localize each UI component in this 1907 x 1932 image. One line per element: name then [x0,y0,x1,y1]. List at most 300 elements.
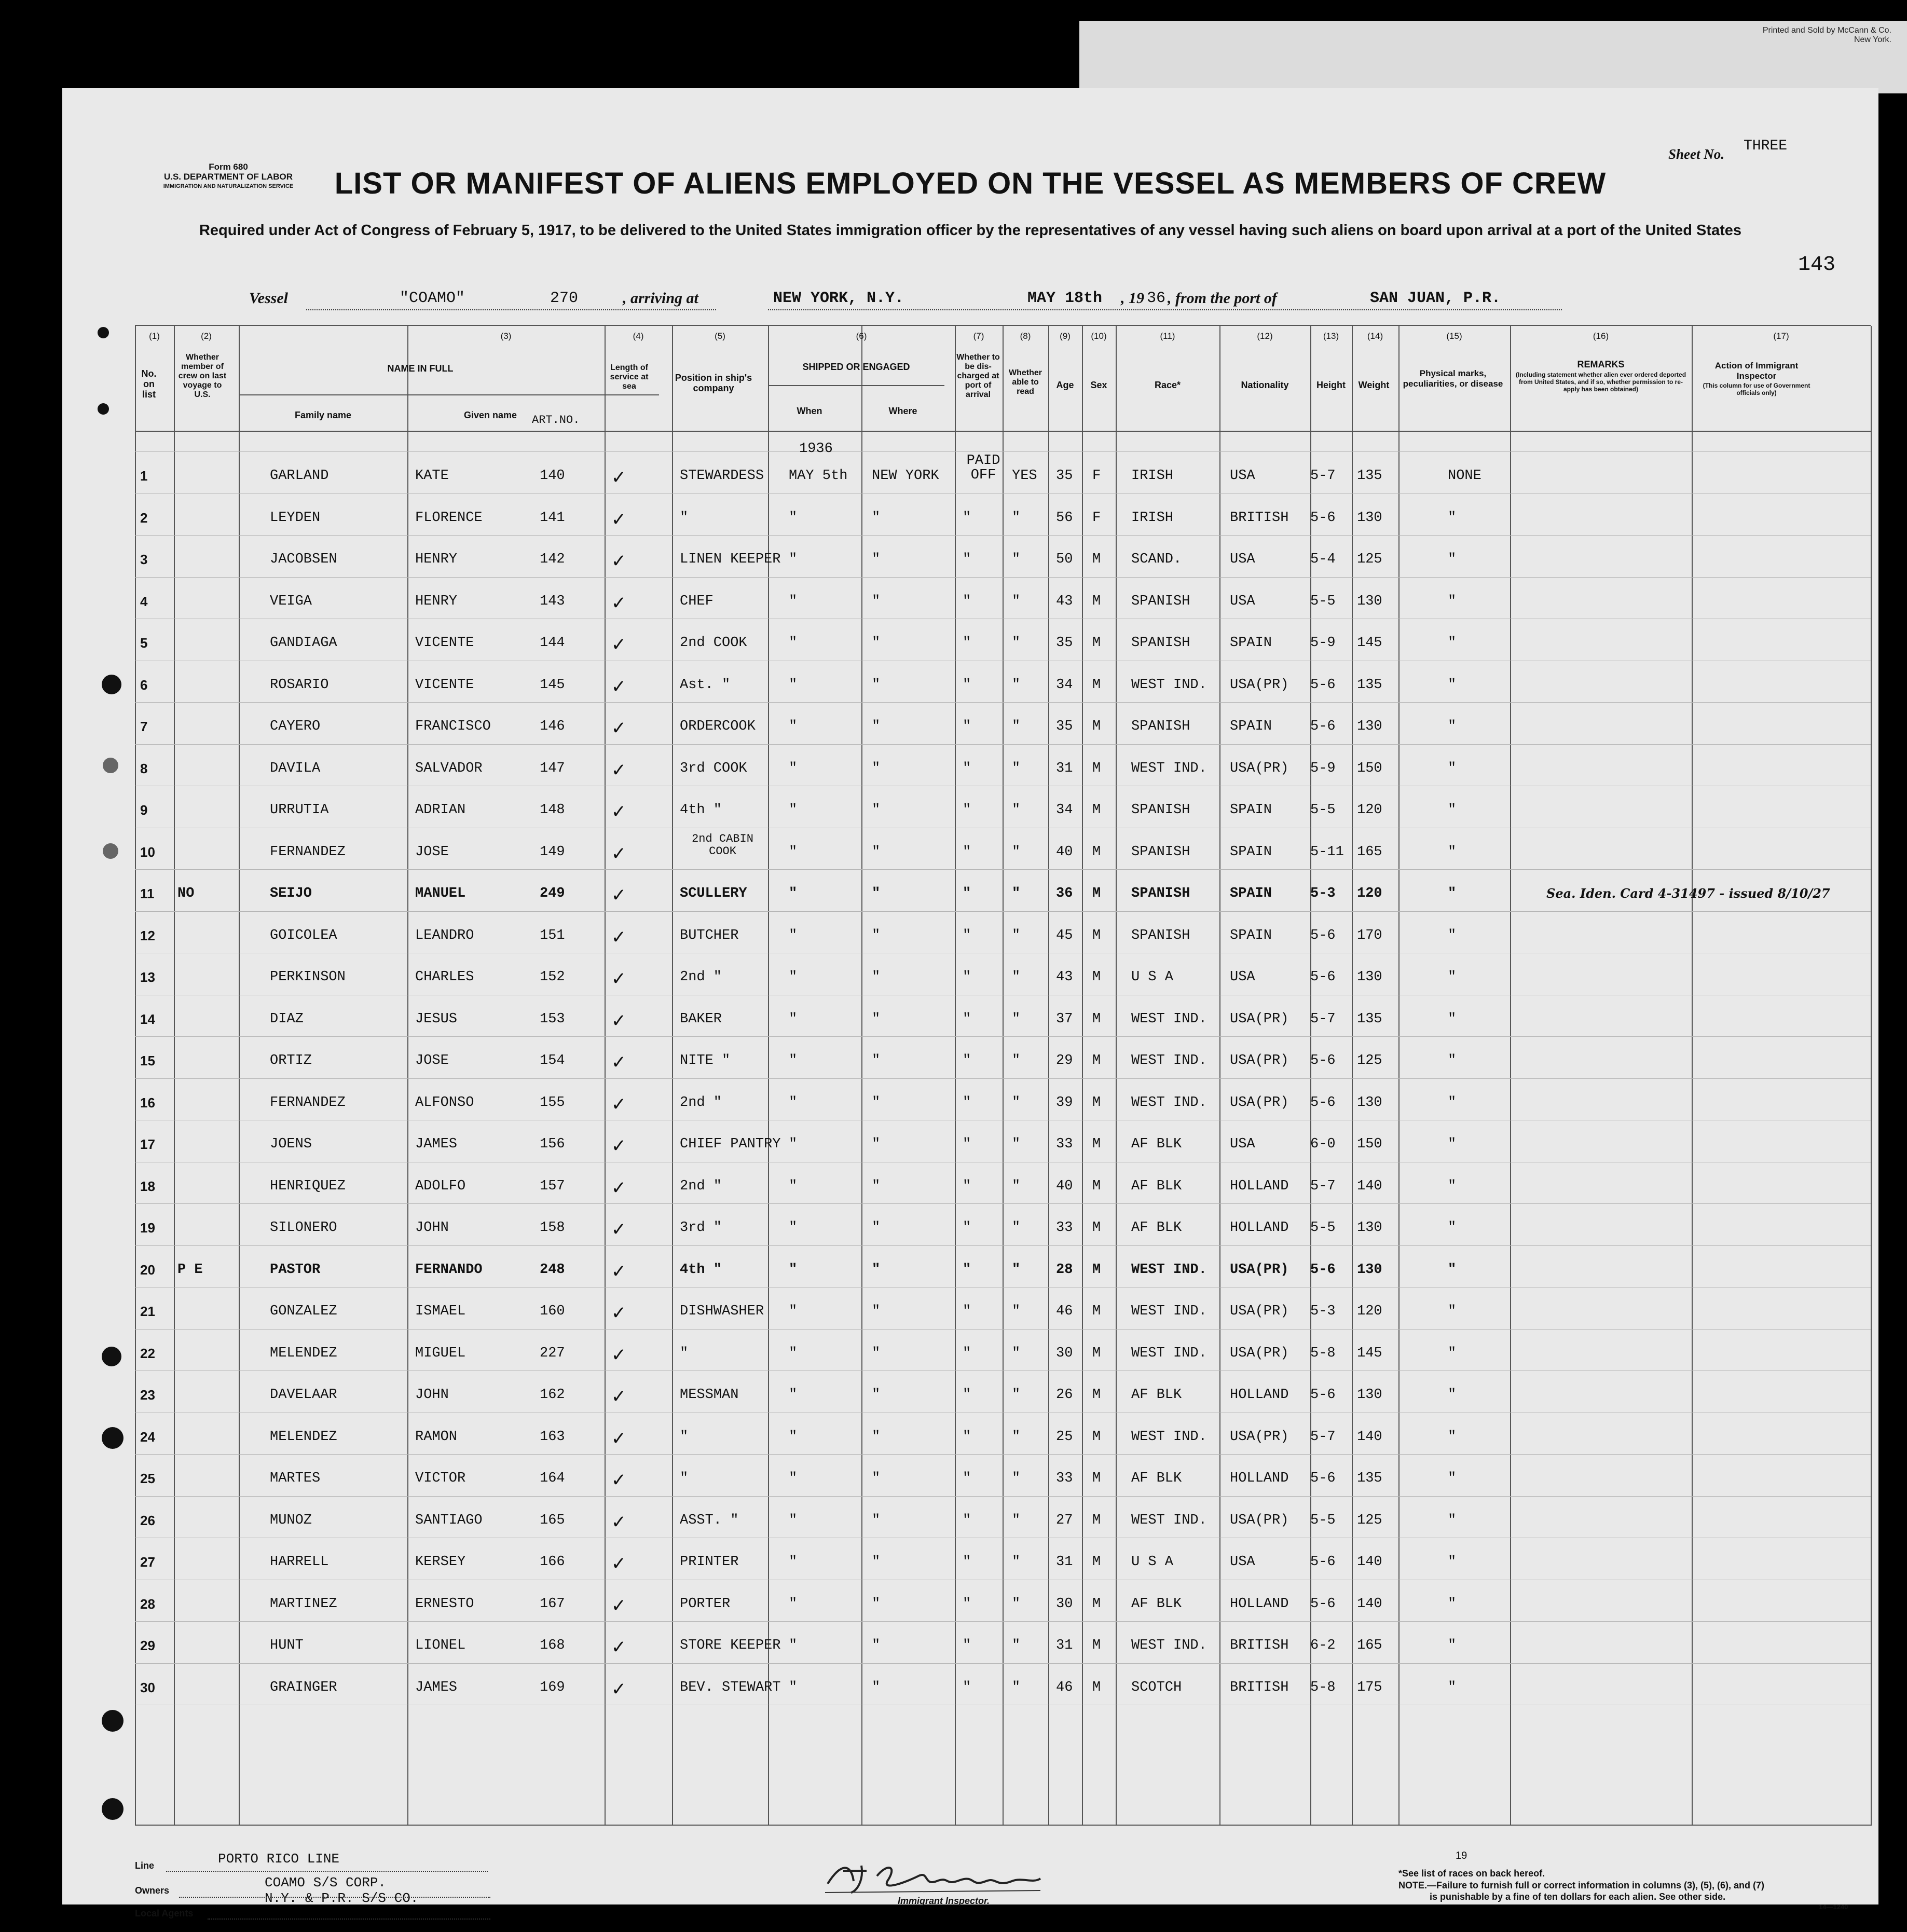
header-weight: Weight [1358,380,1390,390]
nationality: BRITISH [1230,510,1289,526]
family-name: PASTOR [270,1262,321,1278]
discharged: " [963,969,971,985]
check-mark-icon: ✓ [612,843,625,867]
physical-marks: " [1448,1094,1457,1111]
column-number: (1) [149,331,160,341]
able-read: " [1012,1262,1021,1278]
discharged: " [963,1094,971,1111]
engaged-when: " [789,1053,798,1068]
engaged-where: " [872,1471,881,1486]
race: WEST IND. [1131,677,1207,693]
height: 5-7 [1310,1178,1336,1194]
age: 31 [1056,760,1073,776]
vessel-label: Vessel [249,290,288,307]
vessel-name: "COAMO" [400,290,465,307]
discharged: " [963,1638,971,1653]
physical-marks: " [1448,1387,1457,1403]
punch-hole [102,1710,124,1732]
engaged-where: " [872,1304,881,1319]
physical-marks: " [1448,1262,1457,1278]
able-read: " [1012,1053,1021,1068]
check-mark-icon: ✓ [612,1595,625,1619]
engaged-where: " [872,844,881,860]
row-number: 12 [140,927,155,943]
nationality: SPAIN [1230,802,1272,818]
able-read: " [1012,593,1021,609]
height: 5-5 [1310,1220,1336,1236]
art-number: 154 [540,1053,565,1068]
row-number: 6 [140,677,148,693]
sex: M [1092,1304,1101,1319]
position: " [680,1471,689,1486]
column-rule [955,326,956,1826]
check-mark-icon: ✓ [612,1303,625,1326]
sex: M [1092,802,1101,818]
check-mark-icon: ✓ [612,551,625,574]
race: WEST IND. [1131,760,1207,776]
manifest-footer [135,1824,1873,1919]
engaged-where: " [872,760,881,776]
check-mark-icon: ✓ [612,885,625,908]
given-name: JOHN [415,1387,449,1403]
line-value: PORTO RICO LINE [218,1851,340,1867]
punch-hole [103,843,118,859]
punch-hole [102,1798,124,1820]
check-mark-icon: ✓ [612,926,625,950]
nationality: SPAIN [1230,886,1272,901]
engaged-where: " [872,719,881,734]
weight: 125 [1357,552,1382,567]
physical-marks: " [1448,1220,1457,1236]
height: 5-6 [1310,510,1336,526]
row-number: 30 [140,1679,155,1695]
race: WEST IND. [1131,1512,1207,1528]
engaged-when: " [789,552,798,567]
discharged: " [963,1471,971,1486]
check-mark-icon: ✓ [612,467,625,490]
physical-marks: " [1448,719,1457,734]
engaged-where: " [872,1596,881,1612]
art-number: 146 [540,719,565,734]
owners-value1: COAMO S/S CORP. [265,1875,387,1890]
discharged: " [963,1345,971,1361]
race: WEST IND. [1131,1638,1207,1653]
sheet-number-label: Sheet No. [1668,146,1724,162]
physical-marks: " [1448,969,1457,985]
given-name: LIONEL [415,1638,466,1653]
printer-credit-line2: New York. [1854,35,1891,44]
nationality: USA(PR) [1230,1262,1289,1278]
header-shipped-engaged: SHIPPED OR ENGAGED [802,362,910,372]
owners-value2: N.Y. & P.R. S/S CO. [265,1890,419,1906]
given-name: FRANCISCO [415,719,491,734]
sex: M [1092,1512,1101,1528]
art-number: 167 [540,1596,565,1612]
row-rule [135,869,1871,870]
column-rule [1871,326,1872,1826]
sex: M [1092,593,1101,609]
column-number: (10) [1091,331,1107,341]
engaged-when: " [789,1554,798,1570]
given-name: SALVADOR [415,760,483,776]
height: 5-6 [1310,677,1336,693]
able-read: " [1012,1596,1021,1612]
race: AF BLK [1131,1387,1182,1403]
physical-marks: " [1448,1136,1457,1152]
able-read: " [1012,510,1021,526]
weight: 145 [1357,635,1382,651]
punch-hole [102,1427,124,1449]
race: WEST IND. [1131,1345,1207,1361]
race: SPANISH [1131,844,1190,860]
race: AF BLK [1131,1471,1182,1486]
engaged-where: NEW YORK [872,468,939,484]
height: 5-7 [1310,468,1336,484]
row-number: 9 [140,802,148,818]
given-name: VICTOR [415,1471,466,1486]
sex: M [1092,719,1101,734]
age: 40 [1056,1178,1073,1194]
nationality: HOLLAND [1230,1220,1289,1236]
able-read: " [1012,927,1021,943]
height: 5-6 [1310,1554,1336,1570]
art-number: 164 [540,1471,565,1486]
family-name: GANDIAGA [270,635,337,651]
discharged: " [963,1554,971,1570]
sex: M [1092,1011,1101,1027]
punch-hole [102,675,121,694]
position: 2nd " [680,1178,722,1194]
check-mark-icon: ✓ [612,1678,625,1702]
weight: 130 [1357,593,1382,609]
row-number: 7 [140,719,148,734]
physical-marks: " [1448,886,1457,901]
age: 43 [1056,969,1073,985]
position: 4th " [680,1262,722,1278]
row-number: 19 [140,1220,155,1236]
header-name-in-full: NAME IN FULL [387,363,454,374]
art-number: 152 [540,969,565,985]
art-number: 147 [540,760,565,776]
nationality: USA [1230,468,1255,484]
family-name: ROSARIO [270,677,329,693]
discharged: " [963,1679,971,1695]
discharged: " [963,510,971,526]
physical-marks: " [1448,1345,1457,1361]
age: 31 [1056,1554,1073,1570]
family-name: MUNOZ [270,1512,312,1528]
check-mark-icon: ✓ [612,1219,625,1242]
height: 5-5 [1310,1512,1336,1528]
nationality: USA(PR) [1230,1011,1289,1027]
height: 5-8 [1310,1345,1336,1361]
discharged: " [963,1136,971,1152]
weight: 175 [1357,1679,1382,1695]
header-remarks-sub: (Including statement whether alien ever ordered deported from United States, and if so, whether permission to re-apply has been obtained) [1515,371,1686,393]
from-port-label: , from the port of [1168,290,1277,307]
able-read: " [1012,969,1021,985]
engaged-when: " [789,719,798,734]
nationality: USA(PR) [1230,1094,1289,1111]
age: 46 [1056,1304,1073,1319]
family-name: HARRELL [270,1554,329,1570]
weight: 135 [1357,677,1382,693]
header-nationality: Nationality [1241,380,1289,390]
weight: 150 [1357,760,1382,776]
sex: M [1092,1596,1101,1612]
weight: 130 [1357,1262,1382,1278]
able-read: " [1012,1011,1021,1027]
physical-marks: " [1448,1471,1457,1486]
nationality: USA(PR) [1230,760,1289,776]
printer-credit [1757,26,1891,45]
row-rule [135,702,1871,703]
able-read: " [1012,1387,1021,1403]
discharged: " [963,635,971,651]
art-number: 153 [540,1011,565,1027]
given-name: JAMES [415,1136,458,1152]
given-name: JESUS [415,1011,458,1027]
given-name: KATE [415,468,449,484]
weight: 170 [1357,927,1382,943]
sex: M [1092,1262,1101,1278]
weight: 120 [1357,802,1382,818]
engaged-where: " [872,1220,881,1236]
physical-marks: " [1448,1429,1457,1445]
age: 35 [1056,468,1073,484]
column-rule [861,326,862,1826]
height: 5-6 [1310,1471,1336,1486]
nationality: USA(PR) [1230,1345,1289,1361]
age: 35 [1056,635,1073,651]
sex: M [1092,552,1101,567]
check-mark-icon: ✓ [612,509,625,532]
position: CHEF [680,593,714,609]
row-number: 16 [140,1094,155,1111]
header-action-sub: (This column for use of Government officials only) [1703,382,1810,396]
header-remarks: REMARKS [1577,359,1625,369]
race: AF BLK [1131,1596,1182,1612]
position: 4th " [680,802,722,818]
row-number: 15 [140,1053,155,1068]
age: 35 [1056,719,1073,734]
race: SCOTCH [1131,1679,1182,1695]
art-number: 155 [540,1094,565,1111]
row-number: 3 [140,552,148,567]
discharged: " [963,1429,971,1445]
discharged: " [963,927,971,943]
column-rule [768,326,769,1826]
physical-marks: " [1448,593,1457,609]
engaged-when: " [789,1679,798,1695]
row-rule [135,1454,1871,1455]
check-mark-icon: ✓ [612,1511,625,1535]
row-number: 20 [140,1262,155,1278]
row-number: 23 [140,1387,155,1403]
sex: M [1092,1429,1101,1445]
engaged-when: " [789,927,798,943]
page-subtitle: Required under Act of Congress of February 5, 1917, to be delivered to the United States immigration officer by the representatives of any vessel having such aliens on board upon arrival at a port of the United States [199,222,1742,239]
weight: 130 [1357,969,1382,985]
header-height: Height [1316,380,1346,390]
discharged: " [963,1053,971,1068]
engaged-where: " [872,1011,881,1027]
races-note: *See list of races on back hereof. [1398,1868,1545,1879]
discharged: " [963,844,971,860]
column-rule [1352,326,1353,1826]
header-race: Race* [1154,380,1181,390]
nationality: USA(PR) [1230,1512,1289,1528]
family-name: LEYDEN [270,510,321,526]
nationality: HOLLAND [1230,1178,1289,1194]
row-number: 25 [140,1471,155,1486]
header-given-name: Given name [463,410,517,420]
count-note: 19 [1456,1850,1467,1861]
owners-label: Owners [135,1885,170,1896]
column-number: (9) [1060,331,1071,341]
family-name: PERKINSON [270,969,346,985]
height: 5-6 [1310,927,1336,943]
printer-credit-line1: Printed and Sold by McCann & Co. [1762,26,1891,35]
age: 56 [1056,510,1073,526]
sex: M [1092,1220,1101,1236]
art-number: 168 [540,1638,565,1653]
header-able-read: Whether able to read [1009,368,1042,396]
family-name: FERNANDEZ [270,1094,346,1111]
discharged: " [963,1178,971,1194]
art-number: 144 [540,635,565,651]
row-number: 17 [140,1136,155,1152]
physical-marks: " [1448,1638,1457,1653]
row-number: 21 [140,1304,155,1319]
height: 5-3 [1310,886,1336,901]
engaged-when: " [789,760,798,776]
family-name: JACOBSEN [270,552,337,567]
punch-hole [103,758,118,773]
race: SPANISH [1131,635,1190,651]
art-number: 140 [540,468,565,484]
height: 5-6 [1310,1387,1336,1403]
row-number: 18 [140,1178,155,1194]
penalty-note: NOTE.—Failure to furnish full or correct information in columns (3), (5), (6), and (7) [1398,1880,1765,1890]
given-name: ADRIAN [415,802,466,818]
physical-marks: " [1448,635,1457,651]
engaged-where: " [872,1554,881,1570]
signature-scribble [825,1860,1043,1897]
weight: 120 [1357,1304,1382,1319]
physical-marks: " [1448,1679,1457,1695]
weight: 120 [1357,886,1382,901]
department-name: U.S. DEPARTMENT OF LABOR [163,172,293,182]
art-number: 169 [540,1679,565,1695]
remarks: Sea. Iden. Card 4-31497 - issued 8/10/27 [1546,886,1830,901]
local-agents-label: Local Agents [135,1908,194,1919]
row-rule [135,1621,1871,1622]
discharged: " [963,802,971,818]
arriving-label: , arriving at [623,290,698,307]
age: 33 [1056,1136,1073,1152]
row-number: 28 [140,1596,155,1612]
family-name: MELENDEZ [270,1345,337,1361]
physical-marks: " [1448,1178,1457,1194]
engaged-where: " [872,1053,881,1068]
form-number: Form 680 [209,162,248,172]
given-name: HENRY [415,552,458,567]
check-mark-icon: ✓ [612,1637,625,1660]
age: 29 [1056,1053,1073,1068]
weight: 140 [1357,1596,1382,1612]
height: 5-3 [1310,1304,1336,1319]
family-name: DAVILA [270,760,321,776]
art-number: 249 [540,886,565,901]
header-no-on-list: No. on list [141,368,157,400]
age: 30 [1056,1596,1073,1612]
age: 39 [1056,1094,1073,1111]
engaged-when: " [789,802,798,818]
row-number: 4 [140,593,148,609]
physical-marks: " [1448,1554,1457,1570]
race: SCAND. [1131,552,1182,567]
race: WEST IND. [1131,1304,1207,1319]
engaged-when: " [789,635,798,651]
height: 6-2 [1310,1638,1336,1653]
row-number: 27 [140,1554,155,1570]
discharged: " [963,719,971,734]
column-rule [1398,326,1400,1826]
row-number: 8 [140,760,148,776]
nationality: USA(PR) [1230,677,1289,693]
engaged-when: " [789,1262,798,1278]
able-read: " [1012,1178,1021,1194]
height: 5-6 [1310,969,1336,985]
engaged-where: " [872,635,881,651]
discharged: " [963,677,971,693]
form-code: 14—1240 [1819,1903,1848,1911]
discharged: PAID OFF [966,453,1000,483]
given-name: FERNANDO [415,1262,483,1278]
row-number: 13 [140,969,155,985]
column-number: (12) [1257,331,1273,341]
given-name: ALFONSO [415,1094,474,1111]
family-name: FERNANDEZ [270,844,346,860]
row-rule [135,1496,1871,1497]
row-rule [135,1329,1871,1330]
sex: M [1092,886,1101,901]
vessel-number: 270 [550,290,579,307]
art-number: 145 [540,677,565,693]
column-rule [605,326,606,1826]
row-rule [135,1078,1871,1079]
family-name: GARLAND [270,468,329,484]
engaged-where: " [872,1178,881,1194]
check-mark-icon: ✓ [612,1010,625,1034]
age: 37 [1056,1011,1073,1027]
discharged: " [963,1596,971,1612]
able-read: " [1012,1304,1021,1319]
position: CHIEF PANTRY [680,1136,781,1152]
column-number: (15) [1446,331,1462,341]
able-read: " [1012,1638,1021,1653]
art-number: 149 [540,844,565,860]
row-rule [135,535,1871,536]
column-number: (2) [201,331,212,341]
header-where: Where [888,406,917,416]
position: ORDERCOOK [680,719,756,734]
engaged-where: " [872,1262,881,1278]
row-number: 11 [140,886,155,901]
check-mark-icon: ✓ [612,676,625,700]
physical-marks: " [1448,552,1457,567]
